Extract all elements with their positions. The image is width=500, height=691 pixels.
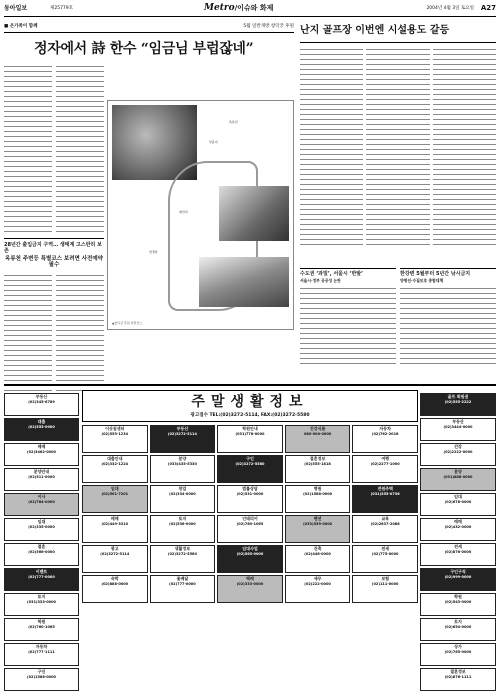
ad-grid-center [82, 425, 418, 603]
classified-ad [150, 545, 216, 573]
classified-ad [420, 543, 496, 566]
side-article [300, 21, 496, 261]
classified-ad [4, 568, 79, 591]
classified-ad [420, 518, 496, 541]
classified-contact: 광고접수 TEL:(02)3272-5114, FAX:(02)3272-5580 [190, 412, 310, 418]
ad-name: 매매 [110, 516, 119, 522]
classified-ad [82, 575, 148, 603]
article-body-bottom [4, 273, 104, 393]
palace-photo [199, 257, 289, 307]
ad-phone: (02)678-0000 [444, 499, 472, 504]
ad-name: 인테리어 [242, 516, 258, 522]
classified-ad [150, 455, 216, 483]
ad-name: 구인구직 [450, 569, 466, 574]
ad-phone: (031)333-0000 [26, 599, 56, 604]
garden-photo [219, 186, 289, 241]
classified-title-box [82, 390, 418, 422]
ad-name: 펜션 [313, 516, 322, 522]
ad-name: 여행 [381, 456, 390, 462]
section-subtitle: /이슈와 화제 [234, 4, 274, 12]
side-body [300, 47, 496, 247]
paper-name: 동아일보 [4, 5, 28, 12]
ad-name: 자동차 [379, 426, 391, 432]
ad-name: 결혼 [37, 544, 46, 549]
ad-phone: (02)536-0000 [169, 521, 196, 526]
classified-ad [285, 575, 351, 603]
garden-map-figure [107, 100, 294, 330]
ad-name: 이사 [37, 494, 46, 499]
brief-subtitle: 서울시·정부 공공성 논란 [300, 278, 341, 283]
classified-ad [285, 455, 351, 483]
ad-phone: (02)334-0000 [169, 491, 196, 496]
classified-ad [420, 418, 496, 441]
ad-phone: (033)555-0000 [303, 521, 333, 526]
classified-ad [150, 515, 216, 543]
brief-body [400, 286, 496, 366]
ad-name: 광고 [110, 546, 119, 552]
classified-ad [285, 425, 351, 453]
ad-phone: (033)435-5330 [167, 461, 197, 466]
classified-ad [4, 393, 79, 416]
ad-name: 전세 [454, 544, 462, 549]
classified-ad [217, 515, 283, 543]
ad-phone: (02)999-0000 [444, 574, 472, 579]
ad-name: 학원 [454, 594, 462, 599]
ad-name: 임대 [37, 519, 46, 524]
ad-phone: (02)555-2222 [444, 399, 472, 404]
ad-name: 건축 [313, 546, 322, 552]
ad-phone: (02)501-7201 [101, 491, 129, 496]
ad-phone: (02)345-6789 [28, 399, 55, 404]
classified-ad [420, 393, 496, 416]
ad-phone: (02)3462-0000 [26, 449, 56, 454]
ad-name: 병원 [313, 486, 322, 492]
ad-phone: (02)760-1065 [28, 624, 55, 629]
body-column [56, 273, 104, 393]
page-number: A27 [480, 4, 496, 12]
ad-name: 토지 [37, 594, 46, 599]
issue-number: 제25779호 [50, 6, 74, 11]
body-column [4, 273, 52, 393]
ad-name: 구인 [37, 669, 46, 674]
classified-ad [420, 493, 496, 516]
ad-phone: (02)446-0000 [304, 551, 331, 556]
ad-phone: (02)555-1818 [304, 461, 331, 466]
ad-phone: (02)777-1111 [28, 649, 55, 654]
classified-ad [82, 515, 148, 543]
classified-ad [352, 455, 418, 483]
classified-ad [4, 618, 79, 641]
classified-ad [4, 443, 79, 466]
ad-phone: (02)222-0000 [304, 581, 331, 586]
article-body-top [4, 64, 104, 234]
ad-name: 대출 [37, 419, 46, 424]
ad-phone: (02)3272-5114 [100, 551, 130, 556]
ad-phone: (02)335-0000 [28, 524, 55, 529]
ad-phone: (02)2277-1000 [370, 461, 400, 466]
ad-name: 상가 [454, 644, 462, 649]
ad-name: 건강식품 [309, 426, 326, 432]
ad-phone: (02)876-1111 [444, 674, 472, 679]
ad-name: 토지 [454, 619, 462, 624]
ad-grid-left [4, 393, 79, 691]
classified-ad [4, 643, 79, 666]
classified-ad [4, 518, 79, 541]
ad-phone: (02)775-0000 [371, 551, 399, 556]
classified-ad [352, 515, 418, 543]
brief-subtitle: 양평선·수질보호 종합대책 [400, 278, 444, 283]
ad-phone: (031)888-0000 [443, 474, 473, 479]
body-column [433, 47, 496, 247]
ad-phone: (02)654-0000 [444, 624, 472, 629]
ad-phone: (02)1588-0000 [303, 491, 333, 496]
ad-phone: (02)543-0000 [444, 599, 472, 604]
ad-phone: (02)3444-0000 [443, 424, 473, 429]
ad-name: 결혼정보 [309, 456, 326, 462]
brief-title: 한강변 5월부터 5년간 낚시금지 [400, 268, 496, 277]
ad-phone: (02)777-0000 [169, 581, 196, 586]
classified-ad [217, 425, 283, 453]
classified-ad [4, 468, 79, 491]
map-label: 옥류천 [229, 120, 238, 124]
ad-name: 임대 [454, 494, 462, 499]
body-column [366, 47, 429, 247]
classified-ad [285, 545, 351, 573]
ad-name: 법률상담 [242, 486, 258, 492]
classified-ad [352, 545, 418, 573]
ad-name: 매매 [454, 519, 462, 524]
ad-phone: (02)2637-2088 [370, 521, 400, 526]
ad-phone: (02)777-0000 [28, 574, 55, 579]
ad-name: 전세 [381, 546, 390, 552]
brief-article-1 [300, 268, 396, 366]
ad-phone: (02)449-3310 [101, 521, 129, 526]
section-name: Metro [204, 3, 235, 13]
ad-phone: (02)876-0000 [444, 549, 472, 554]
ad-phone: (031)555-0736 [370, 491, 400, 496]
classified-ad [82, 485, 148, 513]
ad-phone: (02)332-1224 [101, 461, 129, 466]
ad-phone: (02)3272-5580 [167, 551, 197, 556]
series-tag: ■ 온가족이 함께 [4, 23, 38, 29]
ad-phone: (031)778-0000 [235, 431, 265, 436]
classified-ad [4, 493, 79, 516]
ad-name: 교육 [381, 516, 390, 522]
classified-ad [4, 593, 79, 616]
classified-ad [82, 455, 148, 483]
ad-name: 부동산 [452, 419, 464, 424]
classified-ad [217, 455, 283, 483]
ad-name: 학원안내 [242, 426, 258, 432]
ad-phone: (02)3272-5114 [167, 431, 197, 436]
map-label: 애련지 [179, 210, 188, 214]
ad-name: 택배 [246, 576, 254, 582]
classified-ad [150, 425, 216, 453]
ad-phone: (02)760-1065 [236, 521, 264, 526]
ad-grid-right [420, 393, 496, 691]
classified-ad [217, 575, 283, 603]
ad-phone: (02)511-0000 [28, 474, 55, 479]
classified-ad [150, 575, 216, 603]
classified-ad [420, 468, 496, 491]
classified-ad [420, 618, 496, 641]
classified-right-column [420, 390, 496, 687]
body-column [300, 47, 363, 247]
ad-phone: (02)762-2018 [371, 431, 399, 436]
ad-name: 임대사업 [242, 546, 258, 552]
body-column [56, 64, 104, 234]
ad-name: 분양안내 [33, 469, 50, 474]
map-label: 연경당 [149, 250, 158, 254]
ad-name: 창업 [178, 486, 187, 492]
ad-phone: 080-000-0000 [303, 431, 332, 436]
classified-ad [420, 593, 496, 616]
ad-name: 부동산 [176, 426, 189, 432]
brief-body [300, 286, 396, 366]
article-headline: 정자에서 詩 한수 “임금님 부럽잖네” [34, 41, 254, 57]
side-headline: 난지 골프장 이번엔 시설용도 갈등 [300, 21, 496, 43]
classified-ad [420, 443, 496, 466]
classified-ad [352, 485, 418, 513]
article-subhead: 28년간 출입금지 구역… 생태계 고스란히 보존 [4, 238, 104, 254]
classified-ad [352, 425, 418, 453]
map-label: 부용지 [209, 140, 218, 144]
classified-ad [217, 545, 283, 573]
classified-left-column [4, 390, 79, 687]
ad-phone: (02)1588-0000 [26, 674, 56, 679]
ad-name: 분양 [454, 469, 462, 474]
ad-name: 학원 [37, 619, 46, 624]
ad-phone: (02)555-1234 [101, 431, 129, 436]
ad-name: 건강 [454, 444, 462, 449]
ad-phone: (02)432-0000 [444, 524, 472, 529]
ad-name: 골프 회원권 [447, 394, 469, 399]
ad-name: 자동차 [35, 644, 48, 649]
body-column [4, 64, 52, 234]
article-kicker: 5월 일반개방 창덕궁 후원 [243, 23, 294, 29]
ad-phone: (02)3272-5580 [235, 461, 265, 466]
ad-name: 결혼정보 [450, 669, 466, 674]
classified-ad [4, 543, 79, 566]
ad-name: 보험 [381, 576, 390, 582]
classified-ad [420, 668, 496, 691]
ad-name: 토지 [178, 516, 187, 522]
ad-name: 숙박 [110, 576, 119, 582]
ad-phone: (02)565-0000 [236, 551, 264, 556]
ad-phone: (02)555-0000 [28, 424, 55, 429]
ad-name: 전원주택 [377, 486, 393, 492]
classified-ad [82, 425, 148, 453]
ad-phone: (02)111-0000 [371, 581, 399, 586]
classified-ad [420, 643, 496, 666]
classified-ad [4, 418, 79, 441]
classified-center [82, 390, 418, 687]
classified-ad [352, 575, 418, 603]
classified-ad [150, 485, 216, 513]
article-subhead-2: 옥류천 주변등 특별코스 보려면 사전예약 필수 [5, 255, 103, 269]
ad-name: 구인 [246, 456, 254, 462]
classified-ad [217, 485, 283, 513]
issue-date: 2004년 4월 3일 토요일 [426, 6, 474, 11]
ad-name: 꽃배달 [176, 576, 189, 582]
ad-name: 매매 [37, 444, 46, 449]
classified-ad [285, 515, 351, 543]
ad-name: 세무 [313, 576, 322, 582]
ad-phone: (02)784-0000 [28, 499, 55, 504]
ad-phone: (02)2222-0000 [443, 449, 473, 454]
ad-phone: (02)765-0000 [444, 649, 472, 654]
ad-name: 이벤트 [35, 569, 48, 574]
classified-ad [4, 668, 79, 691]
ad-phone: (02)333-0000 [236, 581, 264, 586]
section-title [204, 3, 273, 14]
ad-name: 임대 [110, 486, 119, 492]
article-banner [4, 21, 294, 33]
ad-phone: (02)566-0000 [28, 549, 55, 554]
map-caption: ▲창덕궁 후원 관람코스 [112, 321, 143, 326]
ad-name: 분양 [178, 456, 187, 462]
classified-ad [420, 568, 496, 591]
ad-phone: (02)531-0000 [236, 491, 264, 496]
ad-name: 이삿짐센터 [105, 426, 125, 432]
ads-divider [4, 384, 496, 388]
ad-name: 부동산 [35, 394, 48, 399]
masthead [4, 3, 496, 17]
brief-title: 수도권 ‘과밀’, 서울시 ‘반발’ [300, 268, 396, 277]
brief-article-2 [400, 268, 496, 366]
ad-phone: (02)888-0000 [101, 581, 129, 586]
classified-ad [285, 485, 351, 513]
ad-name: 대출안내 [107, 456, 123, 462]
classified-title: 주말생활정보 [191, 394, 309, 410]
classified-ad [82, 545, 148, 573]
ad-name: 생활정보 [174, 546, 191, 552]
